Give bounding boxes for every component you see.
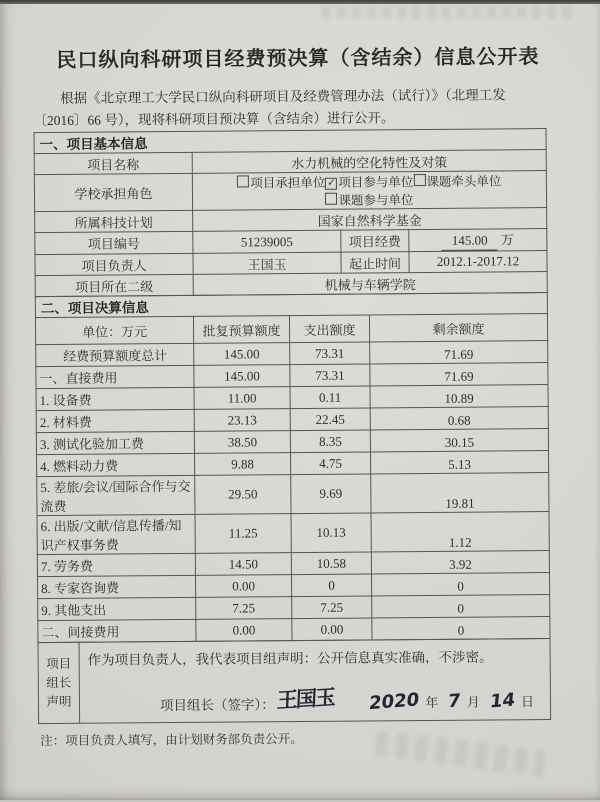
basic-info-section-title: 一、项目基本信息 bbox=[34, 129, 546, 154]
budget-item-label: 6. 出版/文献/信息传播/知识产权事务费 bbox=[37, 514, 195, 554]
role-option-label: 项目参与单位 bbox=[338, 175, 414, 190]
remaining-amount: 71.69 bbox=[370, 363, 548, 386]
budget-col-spent: 支出额度 bbox=[289, 315, 369, 343]
spent-amount: 0.11 bbox=[290, 386, 370, 409]
spent-amount: 10.58 bbox=[291, 552, 371, 575]
school-role-label: 学校承担角色 bbox=[34, 173, 192, 211]
checkbox-checked-icon: ✓ bbox=[327, 177, 336, 189]
remaining-amount: 0.68 bbox=[370, 407, 548, 430]
budget-table bbox=[35, 292, 551, 643]
spent-amount: 73.31 bbox=[290, 364, 370, 387]
budget-item-label: 3. 测试化验加工费 bbox=[36, 431, 194, 454]
statement-box bbox=[38, 638, 552, 724]
statement-label-line: 项目 bbox=[46, 656, 72, 671]
duration-value: 2012.1-2017.12 bbox=[409, 251, 547, 273]
approved-amount: 7.25 bbox=[196, 597, 292, 620]
role-option-label: 项目承担单位 bbox=[250, 175, 326, 191]
remaining-amount: 0 bbox=[371, 573, 549, 596]
budget-col-unit: 单位：万元 bbox=[35, 316, 193, 344]
remaining-amount: 71.69 bbox=[370, 341, 548, 364]
handwritten-signature: 王国玉 bbox=[276, 685, 335, 713]
intro-line-1: 根据《北京理工大学民口纵向科研项目及经费管理办法（试行）》（北理工发 bbox=[60, 87, 506, 106]
role-option-label: 课题参与单位 bbox=[338, 193, 414, 208]
year-suffix: 年 bbox=[425, 694, 439, 711]
approved-amount: 38.50 bbox=[194, 431, 290, 454]
department-label: 项目所在二级 bbox=[35, 274, 193, 296]
budget-header-row bbox=[35, 314, 547, 345]
role-option bbox=[325, 175, 413, 190]
form-title: 民口纵向科研项目经费预决算（含结余）信息公开表 bbox=[56, 46, 540, 72]
spent-amount: 10.13 bbox=[291, 513, 371, 553]
budget-item-label: 8. 专家咨询费 bbox=[37, 575, 195, 598]
intro-paragraph bbox=[33, 84, 545, 132]
remaining-amount: 5.13 bbox=[371, 451, 549, 474]
budget-item-label: 5. 差旅/会议/国际合作与交流费 bbox=[37, 475, 195, 515]
budget-item-label: 9. 其他支出 bbox=[38, 597, 196, 620]
project-number-value: 51239005 bbox=[193, 230, 341, 253]
approved-amount: 145.00 bbox=[194, 365, 290, 388]
budget-item-label: 二、间接费用 bbox=[38, 619, 196, 642]
budget-rows bbox=[36, 341, 550, 643]
handwritten-date bbox=[368, 689, 535, 715]
project-funds-value bbox=[409, 229, 547, 252]
intro-line-2: 〔2016〕66 号），现将科研项目预决算（含结余）进行公开。 bbox=[33, 110, 395, 129]
remaining-amount: 3.92 bbox=[371, 551, 549, 574]
footnote: 注：项目负责人填写，由计划财务部负责公开。 bbox=[40, 731, 303, 749]
budget-row bbox=[37, 473, 549, 516]
approved-amount: 9.88 bbox=[195, 453, 291, 476]
spent-amount: 0.00 bbox=[292, 618, 372, 641]
role-option bbox=[413, 174, 501, 189]
approved-amount: 14.50 bbox=[195, 553, 291, 576]
approved-amount: 23.13 bbox=[194, 409, 290, 432]
project-funds-label: 项目经费 bbox=[341, 230, 409, 253]
remaining-amount: 0 bbox=[372, 595, 550, 618]
checkbox-unchecked-icon bbox=[413, 174, 425, 186]
science-plan-value: 国家自然科学基金 bbox=[193, 208, 547, 232]
approved-amount: 11.25 bbox=[195, 514, 291, 554]
budget-item-label: 一、直接费用 bbox=[36, 365, 194, 388]
project-name-value: 水力机械的空化特性及对策 bbox=[192, 150, 546, 174]
date-day: 14 bbox=[488, 689, 516, 713]
budget-item-label: 2. 材料费 bbox=[36, 409, 194, 432]
role-options bbox=[192, 171, 546, 211]
day-suffix: 日 bbox=[520, 694, 535, 710]
school-role-row bbox=[34, 171, 546, 212]
budget-item-label: 4. 燃料动力费 bbox=[37, 453, 195, 476]
date-year: 2020 bbox=[368, 689, 421, 715]
basic-info-table bbox=[33, 128, 547, 297]
approved-amount: 0.00 bbox=[195, 575, 291, 598]
budget-item-label: 经费预算额度总计 bbox=[36, 343, 194, 366]
statement-body bbox=[79, 639, 551, 724]
spent-amount: 7.25 bbox=[292, 596, 372, 619]
date-month: 7 bbox=[447, 690, 462, 713]
project-name-label: 项目名称 bbox=[34, 152, 192, 174]
budget-section-title: 二、项目决算信息 bbox=[35, 293, 547, 318]
department-value: 机械与车辆学院 bbox=[193, 272, 547, 296]
spent-amount: 73.31 bbox=[290, 342, 370, 365]
statement-label-line: 声明 bbox=[46, 694, 72, 709]
spent-amount: 22.45 bbox=[290, 408, 370, 431]
approved-amount: 11.00 bbox=[194, 387, 290, 410]
approved-amount: 29.50 bbox=[195, 475, 291, 515]
remaining-amount: 10.89 bbox=[370, 385, 548, 408]
budget-item-label: 7. 劳务费 bbox=[37, 553, 195, 576]
funds-amount: 145.00 bbox=[442, 232, 498, 250]
spent-amount: 4.75 bbox=[291, 452, 371, 475]
science-plan-label: 所属科技计划 bbox=[35, 210, 193, 232]
checkbox-unchecked-icon bbox=[325, 193, 337, 205]
checkbox-unchecked-icon bbox=[237, 175, 249, 187]
signature-row bbox=[160, 681, 540, 714]
spent-amount: 8.35 bbox=[290, 430, 370, 453]
approved-amount: 0.00 bbox=[196, 619, 292, 642]
form-page bbox=[0, 2, 600, 802]
role-option bbox=[237, 176, 325, 191]
budget-col-remaining: 剩余额度 bbox=[369, 314, 547, 342]
duration-label: 起止时间 bbox=[341, 252, 409, 274]
statement-label-line: 组长 bbox=[46, 675, 72, 690]
spent-amount: 0 bbox=[291, 574, 371, 597]
remaining-amount: 19.81 bbox=[371, 473, 549, 513]
budget-col-approved: 批复预算额度 bbox=[193, 316, 289, 344]
project-number-label: 项目编号 bbox=[35, 231, 193, 254]
statement-row bbox=[38, 639, 551, 724]
statement-text: 作为项目负责人，我代表项目组声明：公开信息真实准确，不涉密。 bbox=[87, 649, 493, 668]
remaining-amount: 30.15 bbox=[370, 429, 548, 452]
project-leader-label: 项目负责人 bbox=[35, 253, 193, 275]
budget-row bbox=[37, 512, 549, 555]
funds-unit: 万 bbox=[500, 232, 514, 248]
remaining-amount: 0 bbox=[372, 617, 550, 640]
statement-label bbox=[38, 642, 80, 723]
spent-amount: 9.69 bbox=[291, 474, 371, 514]
remaining-amount: 1.12 bbox=[371, 512, 549, 552]
approved-amount: 145.00 bbox=[194, 343, 290, 366]
role-option-label: 课题牵头单位 bbox=[426, 174, 502, 190]
month-suffix: 月 bbox=[466, 694, 480, 710]
project-leader-value: 王国玉 bbox=[193, 252, 341, 274]
role-option bbox=[325, 193, 413, 208]
budget-item-label: 1. 设备费 bbox=[36, 387, 194, 410]
sign-label: 项目组长（签字）： bbox=[159, 697, 275, 714]
